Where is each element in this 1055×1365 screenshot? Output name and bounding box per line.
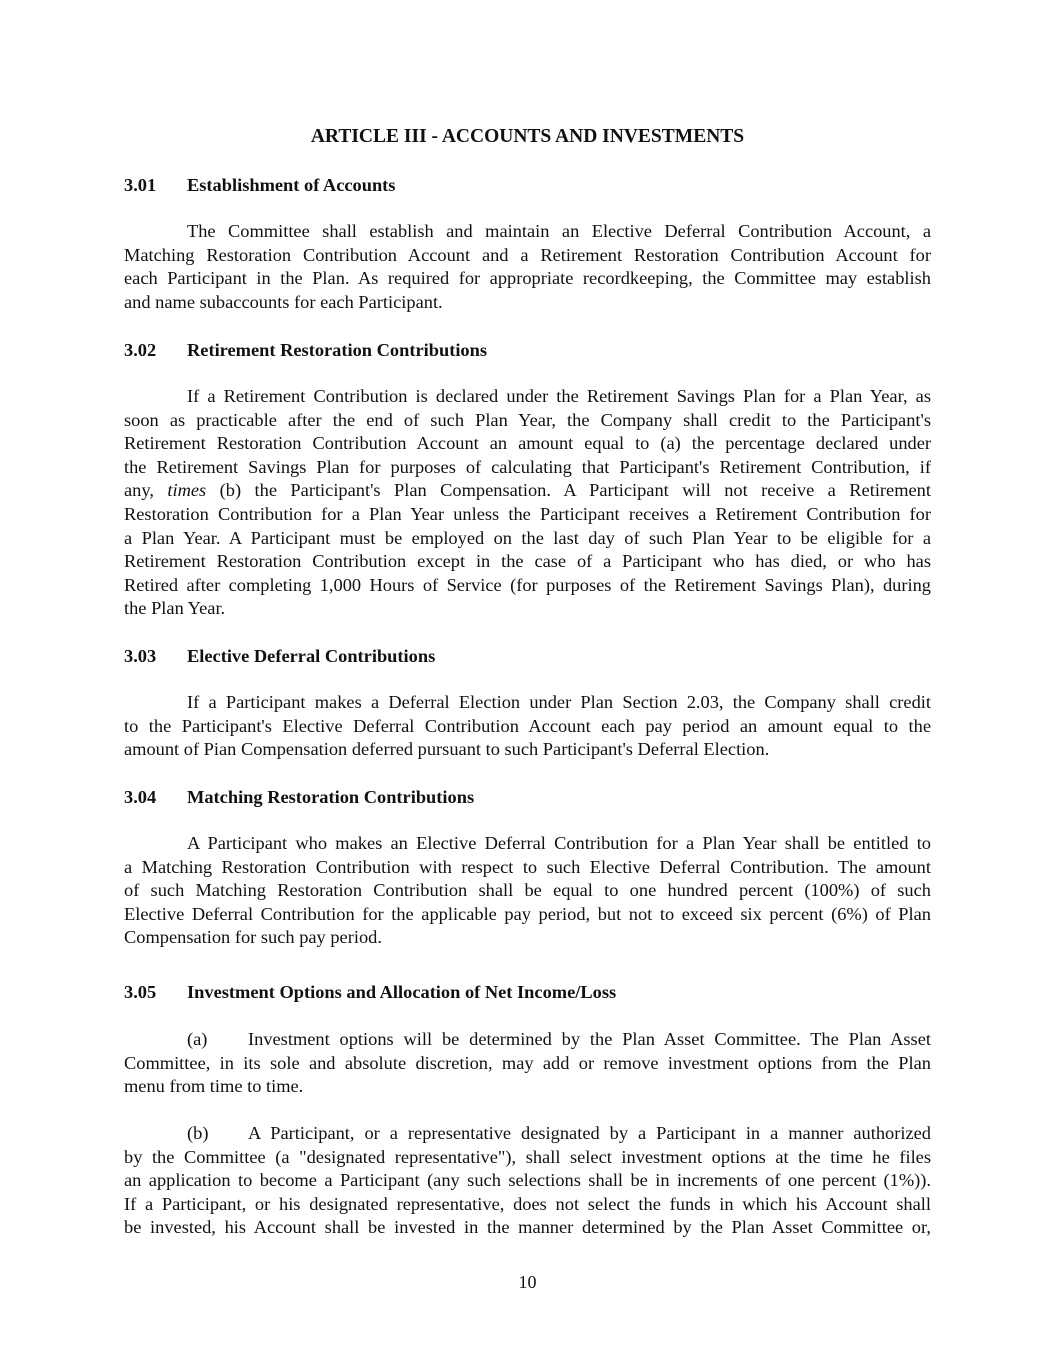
- paragraph-label: (a): [187, 1029, 208, 1049]
- line-text: Investment options will be determined by the Plan Asset Committee. The Plan Asset: [248, 1029, 931, 1049]
- paragraph: [124, 220, 931, 314]
- section-number: 3.01: [124, 175, 157, 195]
- line-text: by the Committee (a "designated representative"), shall select investment options at the time he files: [124, 1146, 931, 1167]
- line-text: Retirement Restoration Contribution Account an amount equal to (a) the percentage declared under: [124, 433, 931, 454]
- text-line: [124, 550, 931, 574]
- text-line: [124, 1122, 931, 1146]
- line-text: Compensation for such pay period.: [124, 927, 382, 948]
- line-text: soon as practicable after the end of such Plan Year, the Company shall credit to the Participant's: [124, 409, 931, 430]
- line-text: Retirement Restoration Contribution except in the case of a Participant who has died, or who has: [124, 551, 931, 572]
- section-heading: [124, 981, 931, 1005]
- text-line: [124, 903, 931, 927]
- text-line: [124, 409, 931, 433]
- text-line: [124, 738, 931, 762]
- emphasis-text: times: [167, 480, 207, 501]
- text-line: [124, 574, 931, 598]
- line-text: each Participant in the Plan. As required for appropriate recordkeeping, the Committee may establish: [124, 268, 931, 289]
- paragraph: [124, 691, 931, 762]
- text-line: [124, 1193, 931, 1217]
- section-number: 3.03: [124, 646, 157, 666]
- line-text: Retired after completing 1,000 Hours of Service (for purposes of the Retirement Savings Plan), during: [124, 574, 931, 595]
- line-text: menu from time to time.: [124, 1076, 304, 1097]
- section-heading: [124, 339, 931, 363]
- text-line: [124, 926, 931, 950]
- line-text: Matching Restoration Contribution Account and a Retirement Restoration Contribution Account for: [124, 244, 931, 265]
- paragraph: [124, 1028, 931, 1099]
- text-line: [124, 503, 931, 527]
- text-line: [124, 1028, 931, 1052]
- section-title: Investment Options and Allocation of Net Income/Loss: [187, 982, 617, 1002]
- article-title: ARTICLE III - ACCOUNTS AND INVESTMENTS: [310, 126, 745, 147]
- text-line: [124, 1216, 931, 1240]
- line-text: If a Participant makes a Deferral Election under Plan Section 2.03, the Company shall credit: [187, 692, 931, 712]
- section-title: Matching Restoration Contributions: [187, 787, 475, 807]
- line-text: amount of Pian Compensation deferred pursuant to such Participant's Deferral Election.: [124, 739, 770, 760]
- line-text: a Plan Year. A Participant must be employed on the last day of such Plan Year to be eligible for a: [124, 527, 931, 548]
- line-text: and name subaccounts for each Participant.: [124, 291, 443, 312]
- page-number: 10: [518, 1272, 537, 1292]
- section-title: Elective Deferral Contributions: [187, 646, 436, 666]
- text-line: [124, 385, 931, 409]
- text-line: [124, 1052, 931, 1076]
- line-text: a Matching Restoration Contribution with respect to such Elective Deferral Contribution. The amount: [124, 856, 931, 877]
- text-line: [124, 1075, 931, 1099]
- section-title: Retirement Restoration Contributions: [187, 340, 488, 360]
- text-line: [124, 432, 931, 456]
- section-title: Establishment of Accounts: [187, 175, 396, 195]
- text-line: [124, 244, 931, 268]
- line-text: to the Participant's Elective Deferral Contribution Account each pay period an amount equal to the: [124, 715, 931, 736]
- section-number: 3.02: [124, 340, 157, 360]
- line-text: the Plan Year.: [124, 598, 226, 619]
- line-text: A Participant, or a representative designated by a Participant in a manner authorized: [248, 1123, 931, 1143]
- paragraph-label: (b): [187, 1123, 209, 1143]
- text-line: [124, 1146, 931, 1170]
- paragraph: [124, 832, 931, 950]
- line-text: A Participant who makes an Elective Deferral Contribution for a Plan Year shall be entitled to: [187, 833, 931, 853]
- line-text: Restoration Contribution for a Plan Year unless the Participant receives a Retirement Contribution for: [124, 503, 931, 524]
- text-line: [124, 220, 931, 244]
- text-line: [124, 832, 931, 856]
- text-line: [124, 291, 931, 315]
- section-heading: [124, 645, 931, 669]
- line-text: Elective Deferral Contribution for the applicable pay period, but not to exceed six percent (6%) of Plan: [124, 903, 931, 924]
- text-line: [124, 879, 931, 903]
- text-line: [124, 856, 931, 880]
- line-text: If a Participant, or his designated representative, does not select the funds in which his Account shall: [124, 1193, 931, 1214]
- paragraph: [124, 385, 931, 621]
- section-number: 3.05: [124, 982, 157, 1002]
- text-line: [124, 1169, 931, 1193]
- line-text: an application to become a Participant (any such selections shall be in increments of one percent (1%)).: [124, 1170, 931, 1191]
- text-line: [124, 527, 931, 551]
- text-line: [124, 456, 931, 480]
- text-line: [124, 267, 931, 291]
- section-heading: [124, 786, 931, 810]
- text-line: [124, 715, 931, 739]
- section-number: 3.04: [124, 787, 157, 807]
- line-text: the Retirement Savings Plan for purposes of calculating that Participant's Retirement Contribution, if: [124, 456, 931, 477]
- line-text: Committee, in its sole and absolute discretion, may add or remove investment options from the Plan: [124, 1052, 931, 1073]
- line-text: The Committee shall establish and maintain an Elective Deferral Contribution Account, a: [187, 221, 931, 241]
- line-text: any,: [124, 480, 168, 501]
- section-heading: [124, 174, 931, 198]
- text-line: [124, 691, 931, 715]
- line-text: If a Retirement Contribution is declared under the Retirement Savings Plan for a Plan Year, as: [187, 386, 931, 406]
- paragraph: [124, 1122, 931, 1240]
- line-text: of such Matching Restoration Contribution shall be equal to one hundred percent (100%) of such: [124, 880, 931, 901]
- line-text: (b) the Participant's Plan Compensation. A Participant will not receive a Retirement: [206, 480, 931, 501]
- text-line: [124, 597, 931, 621]
- line-text: be invested, his Account shall be invested in the manner determined by the Plan Asset Committee or,: [124, 1217, 931, 1238]
- text-line: [124, 479, 931, 503]
